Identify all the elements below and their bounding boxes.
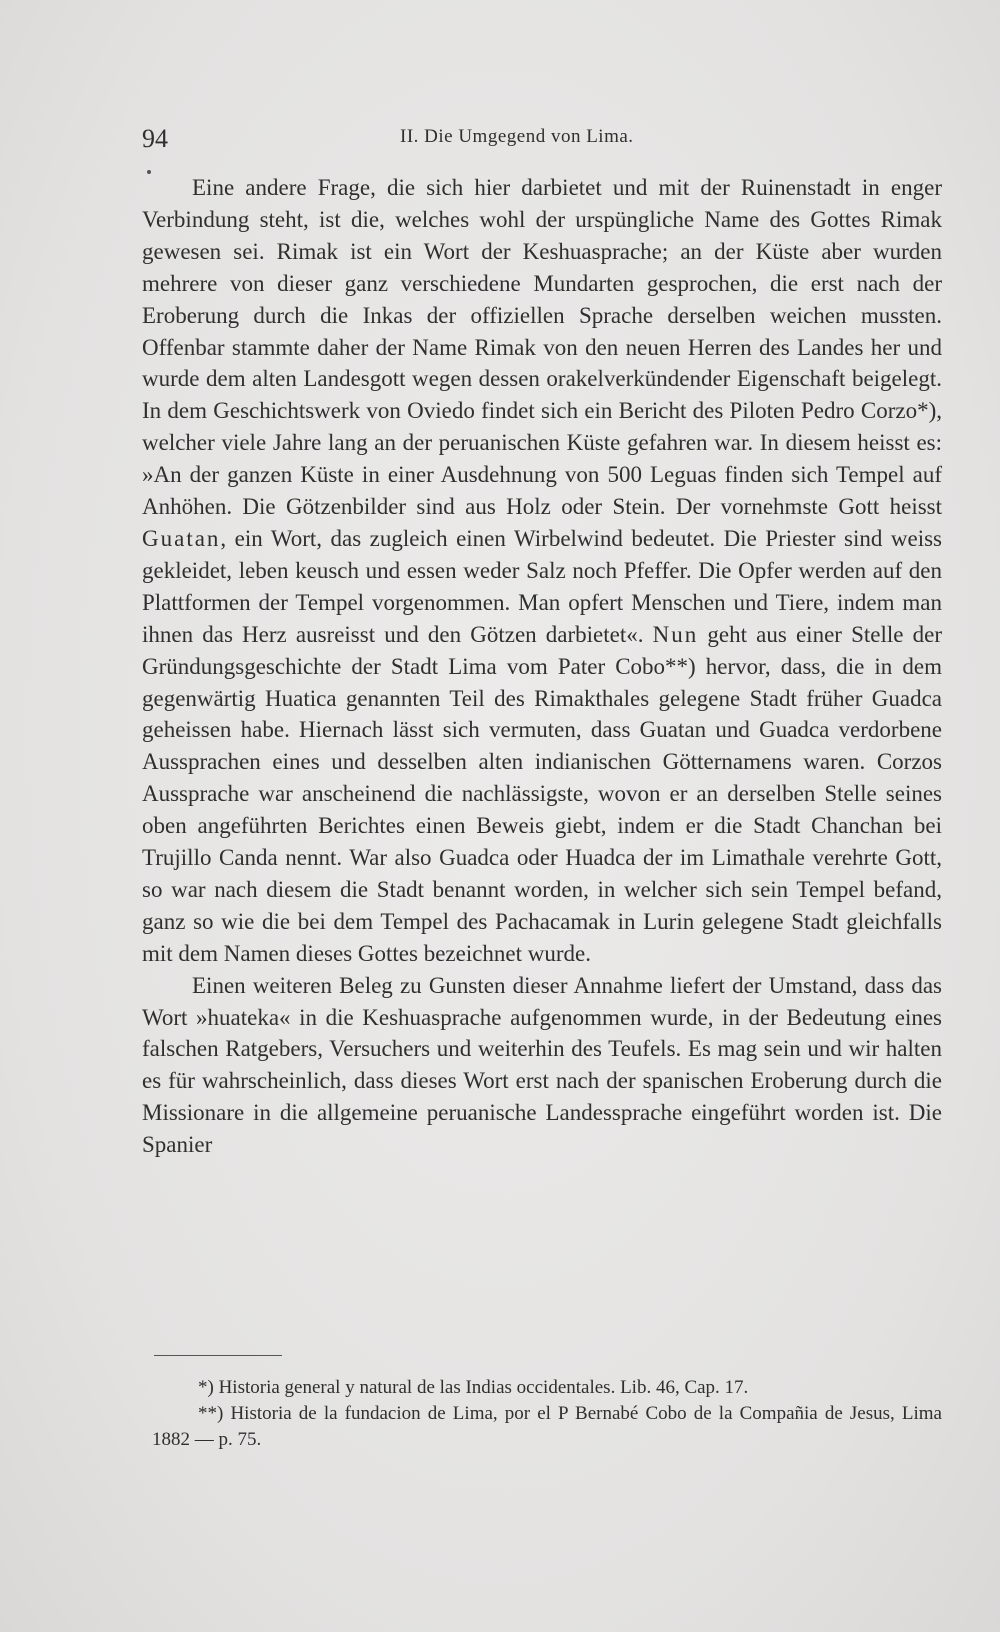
running-head: II. Die Umgegend von Lima. [400, 126, 634, 147]
paragraph [142, 970, 942, 1161]
footnote: *) Historia general y natural de las Indias occidentales. Lib. 46, Cap. 17. [198, 1377, 749, 1398]
body-text [142, 172, 942, 1161]
footnote: **) Historia de la fundacion de Lima, por el P Bernabé Cobo de la Compañia de Jesus, Lima 1882 — p. 75. [152, 1403, 942, 1450]
paragraph-text: Einen weiteren Beleg zu Gunsten dieser Annahme liefert der Umstand, dass das Wort »huateka« in die Keshuasprache aufgenommen wurde, in der Bedeutung eines falschen Ratgebers, Versuchers und weiterhin des Teufels. Es mag sein und wir halten es für wahrscheinlich, dass dieses Wort erst nach der spanischen Eroberung durch die Missionare in die allgemeine peruanische Landessprache eingeführt worden ist. Die Spanier [142, 972, 942, 1158]
spaced-word: Guatan [142, 525, 221, 551]
spaced-word: Nun [652, 621, 699, 647]
page-header [142, 124, 702, 154]
page-number: 94 [142, 124, 168, 153]
paragraph-text: , ein Wort, das zugleich einen Wirbelwind bedeutet. Die Priester sind weiss gekleidet, leben keusch und essen weder Salz noch Pfeffer. Die Opfer werden auf den Plattformen der Tempel vorgenommen. Man opfert Menschen und Tiere, indem man ihnen das Herz ausreisst und den Götzen darbietet«. [142, 525, 942, 647]
paragraph-text: geht aus einer Stelle der Gründungsgeschichte der Stadt Lima vom Pater Cobo**) hervor, dass, die in dem gegenwärtig Huatica genannten Teil des Rimakthales gelegene Stadt früher Guadca geheissen habe. Hiernach lässt sich vermuten, dass Guatan und Guadca verdorbene Aussprachen eines und desselben alten indianischen Götternamens waren. Corzos Aussprache war anscheinend die nachlässigste, wovon er an derselben Stelle seines oben angeführten Berichtes einen Beweis giebt, indem er die Stadt Chanchan bei Trujillo Canda nennt. War also Guadca oder Huadca der im Limathale verehrte Gott, so war nach diesem die Stadt benannt worden, in welcher sich sein Tempel befand, ganz so wie die bei dem Tempel des Pachacamak in Lurin gelegene Stadt gleichfalls mit dem Namen dieses Gottes bezeichnet wurde. [142, 621, 942, 966]
paragraph-text: Eine andere Frage, die sich hier darbietet und mit der Ruinenstadt in enger Verbindung steht, ist die, welches wohl der urspüngliche Name des Gottes Rimak gewesen sei. Rimak ist ein Wort der Keshuasprache; an der Küste aber wurden mehrere von dieser ganz verschiedene Mundarten gesprochen, die erst nach der Eroberung durch die Inkas der offiziellen Sprache derselben weichen mussten. Offenbar stammte daher der Name Rimak von den neuen Herren des Landes her und wurde dem alten Landesgott wegen dessen orakelverkündender Eigenschaft beigelegt. In dem Geschichtswerk von Oviedo findet sich ein Bericht des Piloten Pedro Corzo*), welcher viele Jahre lang an der peruanischen Küste gefahren war. In diesem heisst es: »An der ganzen Küste in einer Ausdehnung von 500 Leguas finden sich Tempel auf Anhöhen. Die Götzenbilder sind aus Holz oder Stein. Der vornehmste Gott heisst [142, 175, 942, 520]
paragraph [142, 172, 942, 970]
footnotes [152, 1375, 942, 1453]
footnote-rule [154, 1355, 282, 1356]
